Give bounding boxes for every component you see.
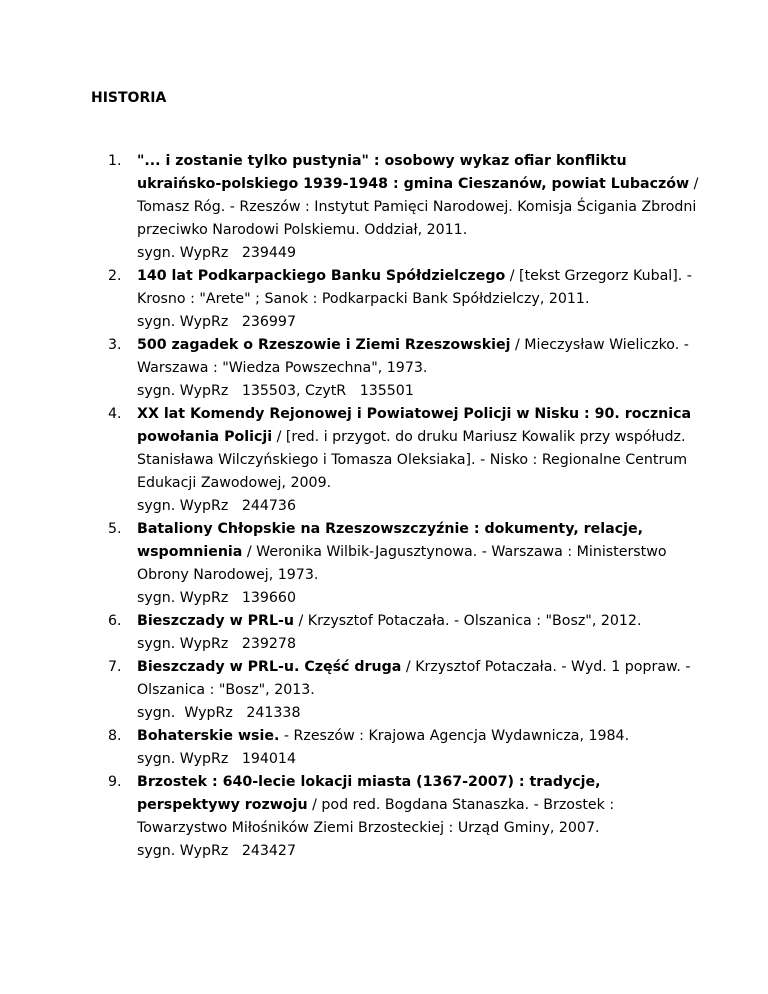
entry-title: "... i zostanie tylko pustynia" : osobowy wykaz ofiar konfliktu ukraińsko-polskiego 1939-1948 : gmina Cieszanów, powiat Lubaczów <box>137 153 690 192</box>
entry-title: Bohaterskie wsie. <box>137 728 280 744</box>
bibliography-entry <box>0 771 768 863</box>
entry-number: 4. <box>108 406 122 422</box>
entry-publication-details: / Tomasz Róg. - Rzeszów : Instytut Pamięci Narodowej. Komisja Ścigania Zbrodni przeciwko Narodowi Polskiemu. Oddział, 2011. <box>137 176 699 238</box>
entry-description <box>137 406 691 491</box>
entry-description <box>137 728 629 744</box>
entry-publication-details: / pod red. Bogdana Stanaszka. - Brzostek : Towarzystwo Miłośników Ziemi Brzosteckiej : Urząd Gminy, 2007. <box>137 797 615 836</box>
bibliography-entry <box>0 610 768 656</box>
entry-number: 8. <box>108 728 122 744</box>
entry-number: 1. <box>108 153 122 169</box>
entry-signature: sygn. WypRz 239449 <box>137 245 296 261</box>
entry-title: XX lat Komendy Rejonowej i Powiatowej Policji w Nisku : 90. rocznica powołania Policji <box>137 406 692 445</box>
section-heading: HISTORIA <box>91 90 167 106</box>
entry-description <box>137 774 614 836</box>
entry-signature: sygn. WypRz 243427 <box>137 843 296 859</box>
bibliography-entry <box>0 518 768 610</box>
entry-description <box>137 337 689 376</box>
entry-publication-details: / [red. i przygot. do druku Mariusz Kowalik przy współudz. Stanisława Wilczyńskiego i Tomasza Oleksiaka]. - Nisko : Regionalne Centrum Edukacji Zawodowej, 2009. <box>137 429 688 491</box>
entry-publication-details: / [tekst Grzegorz Kubal]. - Krosno : "Arete" ; Sanok : Podkarpacki Bank Spółdzielczy, 2011. <box>137 268 692 307</box>
entry-number: 9. <box>108 774 122 790</box>
entry-publication-details: / Krzysztof Potaczała. - Wyd. 1 popraw. - Olszanica : "Bosz", 2013. <box>137 659 691 698</box>
entry-number: 7. <box>108 659 122 675</box>
bibliography-entry <box>0 725 768 771</box>
entry-title: Bataliony Chłopskie na Rzeszowszczyźnie : dokumenty, relacje, wspomnienia <box>137 521 644 560</box>
entry-signature: sygn. WypRz 135503, CzytR 135501 <box>137 383 414 399</box>
entry-number: 6. <box>108 613 122 629</box>
bibliography-entry <box>0 334 768 403</box>
entry-publication-details: / Weronika Wilbik-Jagusztynowa. - Warszawa : Ministerstwo Obrony Narodowej, 1973. <box>137 544 667 583</box>
entry-signature: sygn. WypRz 241338 <box>137 705 301 721</box>
entry-description <box>137 268 692 307</box>
entry-signature: sygn. WypRz 239278 <box>137 636 296 652</box>
bibliography-entry <box>0 265 768 334</box>
entry-title: Bieszczady w PRL-u. Część druga <box>137 659 402 675</box>
entry-title: 140 lat Podkarpackiego Banku Spółdzielczego <box>137 268 506 284</box>
entry-description <box>137 153 698 238</box>
entry-number: 2. <box>108 268 122 284</box>
entry-signature: sygn. WypRz 194014 <box>137 751 296 767</box>
bibliography-entry <box>0 403 768 518</box>
entry-publication-details: / Krzysztof Potaczała. - Olszanica : "Bosz", 2012. <box>293 613 642 629</box>
entry-description <box>137 659 690 698</box>
entry-signature: sygn. WypRz 236997 <box>137 314 296 330</box>
entry-description <box>137 521 667 583</box>
entry-signature: sygn. WypRz 139660 <box>137 590 296 606</box>
entry-number: 3. <box>108 337 122 353</box>
entry-signature: sygn. WypRz 244736 <box>137 498 296 514</box>
entry-title: 500 zagadek o Rzeszowie i Ziemi Rzeszowskiej <box>137 337 511 353</box>
entry-description <box>137 613 641 629</box>
entry-title: Bieszczady w PRL-u <box>137 613 294 629</box>
bibliography-list <box>0 150 768 863</box>
bibliography-entry <box>0 656 768 725</box>
entry-publication-details: / Mieczysław Wieliczko. - Warszawa : "Wiedza Powszechna", 1973. <box>137 337 689 376</box>
entry-title: Brzostek : 640-lecie lokacji miasta (1367-2007) : tradycje, perspektywy rozwoju <box>137 774 601 813</box>
entry-publication-details: - Rzeszów : Krajowa Agencja Wydawnicza, 1984. <box>279 728 630 744</box>
bibliography-entry <box>0 150 768 265</box>
entry-number: 5. <box>108 521 122 537</box>
